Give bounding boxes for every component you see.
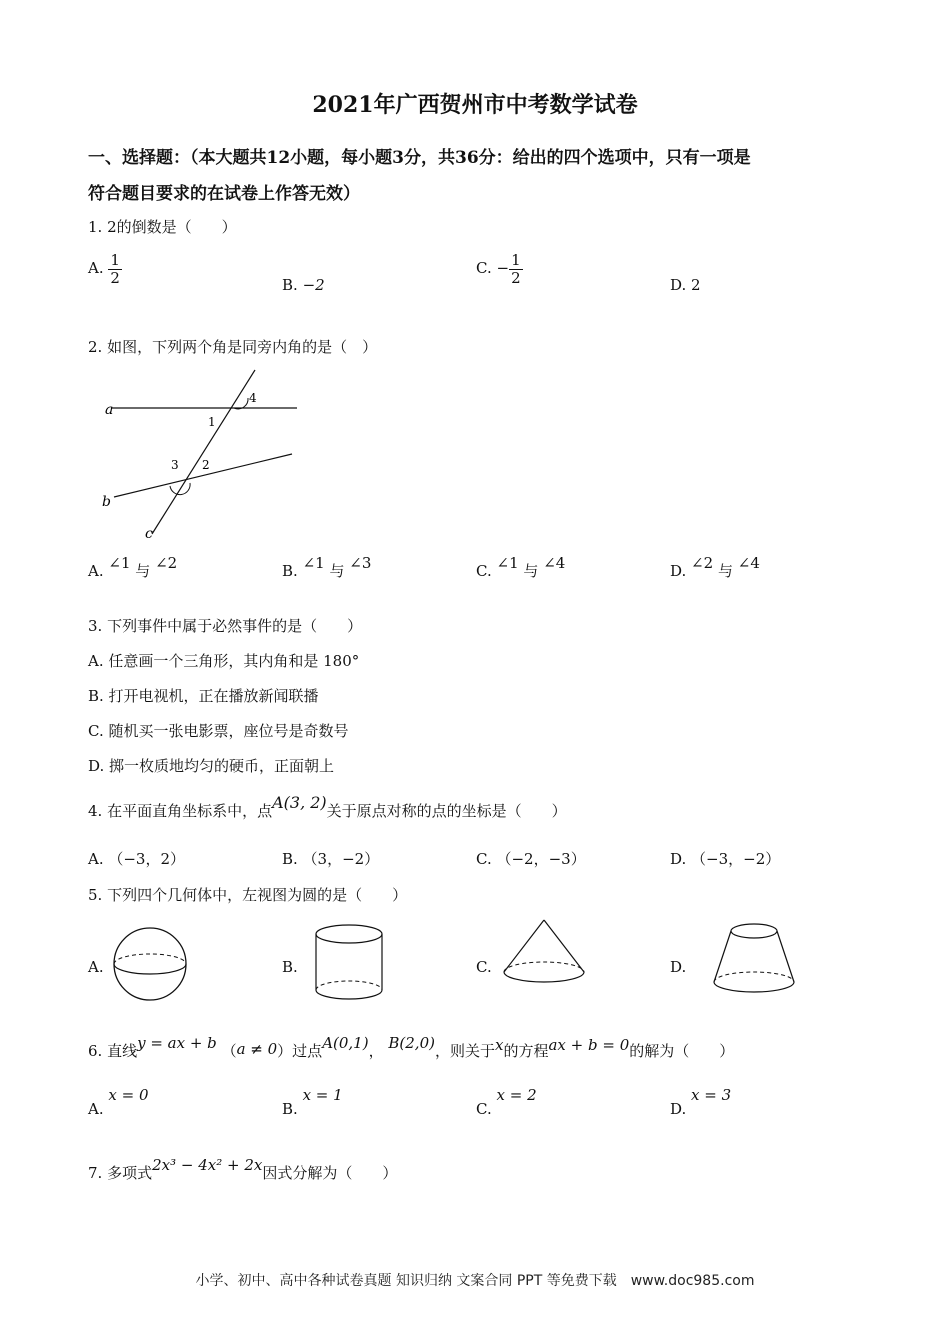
- q2-option-c-label: C.: [476, 562, 492, 580]
- q1-option-c-numerator: 1: [511, 251, 521, 269]
- q1-option-a-denominator: 2: [110, 268, 120, 287]
- page-title: 2021年广西贺州市中考数学试卷: [312, 92, 638, 118]
- q6-option-a-value: x = 0: [108, 1086, 149, 1104]
- q1-option-d-value: 2: [691, 276, 701, 294]
- label-angle-4: 4: [249, 391, 257, 405]
- sphere-figure: [110, 924, 190, 1004]
- q2-option-c-connector: 与: [523, 562, 539, 580]
- q2-option-c-angle2: ∠4: [543, 554, 566, 572]
- q2-option-d: [670, 554, 760, 581]
- q5-option-b-label: B.: [282, 958, 298, 976]
- q6-option-d: [670, 1086, 732, 1118]
- cone-figure: [498, 916, 590, 994]
- q6-text-2: （: [221, 1042, 237, 1060]
- q6-text-7: 的解为（ ）: [629, 1042, 735, 1060]
- question-2-stem: 2. 如图，下列两个角是同旁内角的是（ ）: [88, 338, 378, 356]
- q1-option-b: [282, 276, 325, 294]
- q6-option-c-value: x = 2: [496, 1086, 537, 1104]
- label-b: b: [102, 494, 111, 510]
- q7-text-2: 因式分解为（ ）: [262, 1164, 398, 1182]
- q1-option-c-denominator: 2: [511, 268, 521, 287]
- q1-option-b-value: −2: [302, 276, 325, 294]
- q6-text-5: ，则关于: [434, 1042, 495, 1060]
- q4-point: A(3, 2): [272, 793, 327, 812]
- line-c: [152, 370, 255, 534]
- q6-option-b-label: B.: [282, 1100, 298, 1118]
- q6-text-4: ，: [368, 1042, 384, 1060]
- q4-option-b: B. （3，−2）: [282, 850, 380, 868]
- q6-text-3: ）过点: [277, 1042, 323, 1060]
- q2-option-a: [88, 554, 178, 581]
- question-1-stem: 1. 2的倒数是（ ）: [88, 218, 237, 236]
- q7-text-1: 7. 多项式: [88, 1164, 153, 1182]
- q6-option-c: [476, 1086, 537, 1118]
- q4-stem-post: 关于原点对称的点的坐标是（ ）: [326, 802, 567, 820]
- question-4-stem: [88, 793, 567, 821]
- q6-condition: a ≠ 0: [236, 1040, 278, 1058]
- q5-option-c-label: C.: [476, 958, 492, 976]
- q3-option-c: C. 随机买一张电影票，座位号是奇数号: [88, 722, 349, 740]
- q6-option-a: [88, 1086, 149, 1118]
- q1-option-a-label: A.: [88, 259, 104, 277]
- q1-option-c-label: C.: [476, 259, 492, 277]
- q6-point-b: B(2,0): [388, 1034, 435, 1052]
- q3-option-b: B. 打开电视机，正在播放新闻联播: [88, 687, 319, 705]
- q6-option-b-value: x = 1: [302, 1086, 343, 1104]
- section-heading-line1: 一、选择题：（本大题共12小题，每小题3分，共36分：给出的四个选项中，只有一项是: [88, 148, 751, 168]
- q6-text-1: 6. 直线: [88, 1042, 138, 1060]
- q4-option-a: A. （−3，2）: [88, 850, 186, 868]
- q1-option-a-fraction: [108, 252, 122, 286]
- q2-option-d-connector: 与: [717, 562, 733, 580]
- q1-option-c-fraction: [509, 252, 523, 286]
- q2-option-c-angle1: ∠1: [496, 554, 519, 572]
- q2-option-c: [476, 554, 566, 581]
- q3-option-a: A. 任意画一个三角形，其内角和是 180°: [88, 652, 360, 670]
- q2-option-b-label: B.: [282, 562, 298, 580]
- q6-option-d-label: D.: [670, 1100, 687, 1118]
- q2-option-a-connector: 与: [135, 562, 151, 580]
- q5-option-d-label: D.: [670, 958, 687, 976]
- frustum-figure: [708, 920, 800, 1000]
- q2-option-d-angle2: ∠4: [737, 554, 760, 572]
- label-angle-2: 2: [202, 458, 210, 472]
- q1-option-c: [476, 252, 523, 286]
- question-3-stem: 3. 下列事件中属于必然事件的是（ ）: [88, 617, 363, 635]
- q7-expression: 2x³ − 4x² + 2x: [152, 1156, 263, 1174]
- label-a: a: [105, 402, 114, 418]
- q2-option-d-label: D.: [670, 562, 687, 580]
- q2-option-a-label: A.: [88, 562, 104, 580]
- section-heading-line2: 符合题目要求的在试卷上作答无效）: [88, 184, 360, 204]
- question-7-stem: [88, 1156, 398, 1183]
- q6-option-a-label: A.: [88, 1100, 104, 1118]
- q2-option-b: [282, 554, 372, 581]
- q5-option-a-label: A.: [88, 958, 104, 976]
- label-angle-1: 1: [208, 415, 216, 429]
- q2-option-b-angle1: ∠1: [302, 554, 325, 572]
- q6-option-d-value: x = 3: [691, 1086, 732, 1104]
- q6-option-b: [282, 1086, 343, 1118]
- q1-option-a-numerator: 1: [110, 251, 120, 269]
- q6-variable: x: [495, 1036, 504, 1054]
- q1-option-d: [670, 276, 701, 294]
- q1-option-d-label: D.: [670, 276, 687, 294]
- q2-option-b-connector: 与: [329, 562, 345, 580]
- q1-option-b-label: B.: [282, 276, 298, 294]
- q1-option-a: [88, 252, 122, 286]
- footer-notice: 小学、初中、高中各种试卷真题 知识归纳 文案合同 PPT 等免费下载 www.doc985.com: [195, 1273, 755, 1289]
- q2-option-b-angle2: ∠3: [349, 554, 372, 572]
- label-c: c: [145, 526, 153, 542]
- q4-option-d: D. （−3，−2）: [670, 850, 781, 868]
- q6-equation: ax + b = 0: [548, 1036, 630, 1054]
- cylinder-figure: [310, 922, 388, 1004]
- q4-stem-pre: 4. 在平面直角坐标系中，点: [88, 802, 273, 820]
- q6-option-c-label: C.: [476, 1100, 492, 1118]
- q1-option-c-sign: −: [496, 259, 510, 277]
- q2-option-d-angle1: ∠2: [691, 554, 714, 572]
- question-5-stem: 5. 下列四个几何体中，左视图为圆的是（ ）: [88, 886, 408, 904]
- q6-text-6: 的方程: [503, 1042, 549, 1060]
- q6-point-a: A(0,1): [322, 1034, 369, 1052]
- q3-option-d: D. 掷一枚质地均匀的硬币，正面朝上: [88, 757, 335, 775]
- q6-equation-line: y = ax + b: [137, 1034, 217, 1052]
- q2-figure: [100, 362, 310, 547]
- q2-option-a-angle1: ∠1: [108, 554, 131, 572]
- question-6-stem: [88, 1034, 735, 1061]
- q4-option-c: C. （−2，−3）: [476, 850, 586, 868]
- q2-option-a-angle2: ∠2: [155, 554, 178, 572]
- label-angle-3: 3: [171, 458, 179, 472]
